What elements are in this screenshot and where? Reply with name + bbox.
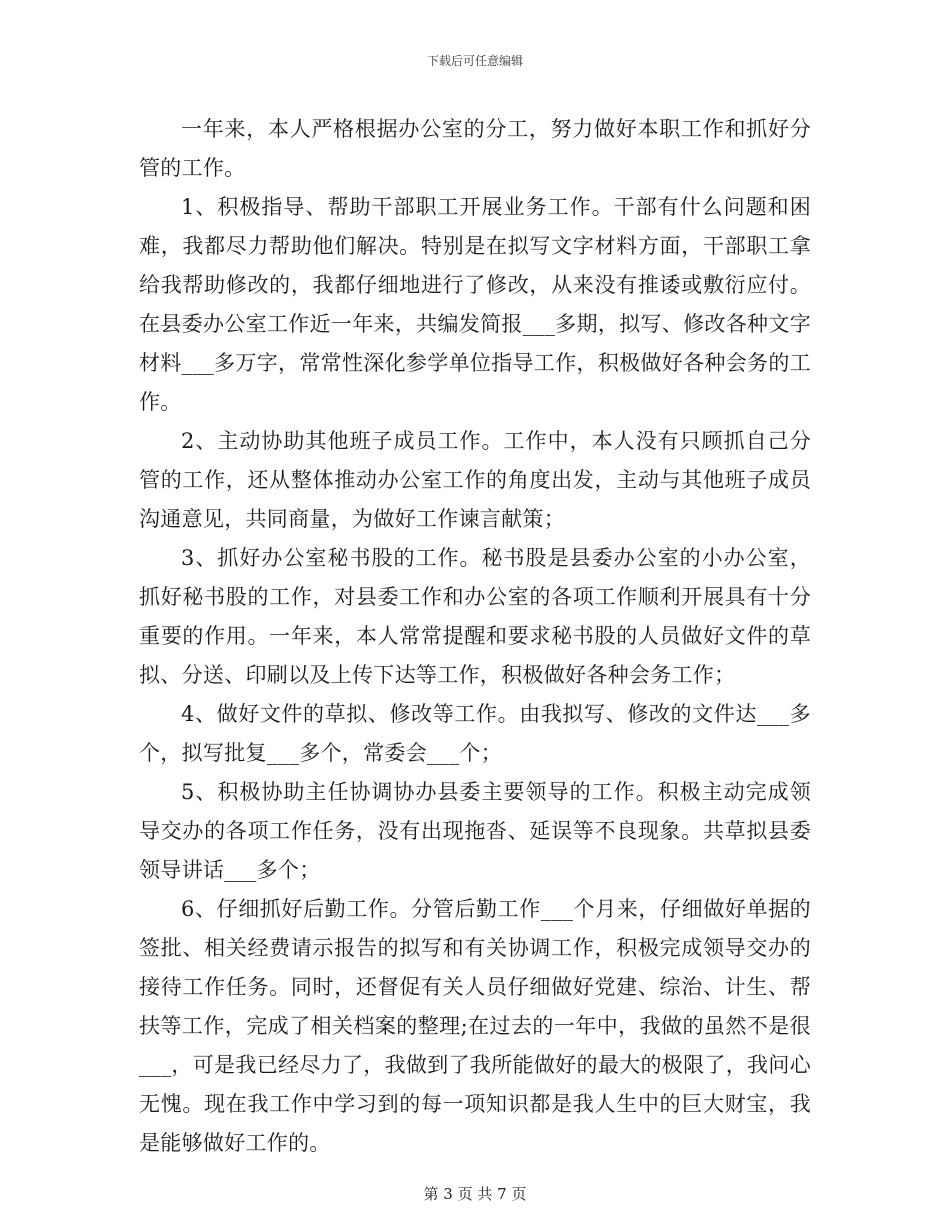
paragraph-intro: 一年来，本人严格根据办公室的分工，努力做好本职工作和抓好分管的工作。: [139, 117, 811, 180]
paragraph-item-6: 6、仔细抓好后勤工作。分管后勤工作___个月来，仔细做好单据的签批、相关经费请示报告的拟写和有关协调工作，积极完成领导交办的接待工作任务。同时，还督促有关人员仔细做好党建、综治、计生、帮扶等工作，完成了相关档案的整理;在过去的一年中，我做的虽然不是很___，可是我已经尽力了，我做到了我所能做好的最大的极限了，我问心无愧。现在我工作中学习到的每一项知识都是我人生中的巨大财宝，我是能够做好工作的。: [139, 897, 811, 1155]
paragraph-item-1: 1、积极指导、帮助干部职工开展业务工作。干部有什么问题和困难，我都尽力帮助他们解决。特别是在拟写文字材料方面，干部职工拿给我帮助修改的，我都仔细地进行了修改，从来没有推诿或敷衍应付。在县委办公室工作近一年来，共编发简报___多期，拟写、修改各种文字材料___多万字，常常性深化参学单位指导工作，积极做好各种会务的工作。: [139, 195, 811, 414]
page-header-note: 下载后可任意编辑: [426, 54, 523, 68]
document-body: [139, 110, 811, 1163]
paragraph-item-4: 4、做好文件的草拟、修改等工作。由我拟写、修改的文件达___多个，拟写批复___多个，常委会___个；: [139, 702, 811, 765]
paragraph-item-3: 3、抓好办公室秘书股的工作。秘书股是县委办公室的小办公室，抓好秘书股的工作，对县委工作和办公室的各项工作顺利开展具有十分重要的作用。一年来，本人常常提醒和要求秘书股的人员做好文件的草拟、分送、印刷以及上传下达等工作，积极做好各种会务工作；: [139, 546, 811, 687]
paragraph-item-2: 2、主动协助其他班子成员工作。工作中，本人没有只顾抓自己分管的工作，还从整体推动办公室工作的角度出发，主动与其他班子成员沟通意见，共同商量，为做好工作谏言献策；: [139, 429, 811, 531]
page-number-footer: 第 3 页 共 7 页: [423, 1185, 527, 1203]
paragraph-item-5: 5、积极协助主任协调协办县委主要领导的工作。积极主动完成领导交办的各项工作任务，没有出现拖沓、延误等不良现象。共草拟县委领导讲话___多个；: [139, 780, 811, 882]
